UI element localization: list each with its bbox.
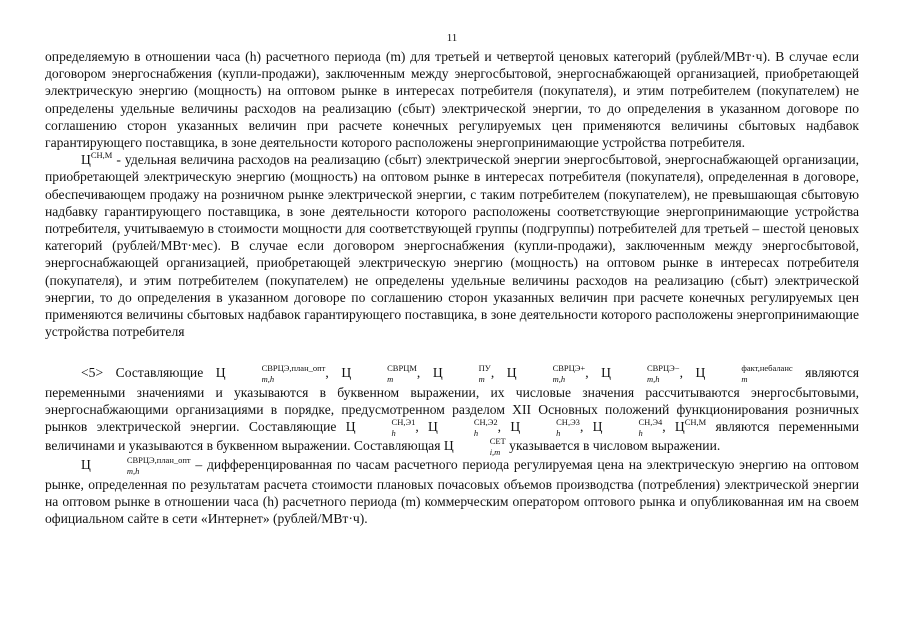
paragraph-definition-csn-m <box>45 151 859 340</box>
paragraph-continuation: определяемую в отношении часа (h) расчетного периода (m) для третьей и четвертой ценовых категорий (рублей/МВт·ч). В случае если договором энергоснабжения (купли-продажи), заключенным между энергосбытовой, энергоснабжающей организацией, приобретающей электрическую энергию (мощность) на оптовом рынке в интересах потребителя (покупателя), и этим потребителем (покупателем) не определены удельные величины расходов на реализацию (сбыт) электрической энергии, то до определения в указанном договоре по соглашению сторон указанных величин при расчете конечных регулируемых цен применяются величины сбытовых надбавок гарантирующего поставщика, в зоне деятельности которого расположены энергопринимающие устройства потребителя. <box>45 49 859 151</box>
formula-term-4: Ц $^{СВРЦЭ+}$ m,h <box>506 363 586 385</box>
formula-term-6: Ц $^{факт,небаланс}$ m <box>695 363 793 385</box>
formula-symbol: $Ц^{СН,М}$ <box>81 150 113 168</box>
formula-term-3: Ц $^{ПУ}$ m <box>432 363 491 385</box>
definition-text: - удельная величина расходов на реализацию (сбыт) электрической энергии энергосбытовой, энергоснабжающей организации, приобретающей электрическую энергию (мощность) на оптовом рынке в интересах потребителя (покупателя), определенная в договоре, обеспечивающем продажу на розничном рынке электрической энергии, с таким потребителем (покупателем), не превышающая сбытовую надбавку гарантирующего поставщика, в зоне деятельности которого расположены соответствующие энергопринимающие устройства потребителя, учитываемую в стоимости мощности для соответствующей группы (подгруппы) потребителей для третьей – шестой ценовых категорий (рублей/МВт·мес). В случае если договором энергоснабжения (купли-продажи), заключенным между энергосбытовой, энергоснабжающей организацией, приобретающей электрическую энергию (мощность) на оптовом рынке в интересах потребителя (покупателя), и этим потребителем (покупателем) не определены удельные величины расходов на реализацию (сбыт) электрической энергии, то до определения в указанном договоре по соглашению сторон указанных величин при расчете конечных регулируемых цен применяются величины сбытовых надбавок гарантирующего поставщика, в зоне деятельности которого расположены энергопринимающие устройства потребителя <box>45 152 859 340</box>
formula-term-5: Ц $^{СВРЦЭ-}$ m,h <box>601 363 680 385</box>
formula-term-7: Ц $^{СН,Э1}$ h <box>345 417 416 439</box>
formula-term-2: Ц $^{СВРЦМ}$ m <box>341 363 417 385</box>
footnote-lead: <5> Составляющие <box>81 365 216 381</box>
formula-term-1: Ц $^{СВРЦЭ,план\_опт}$ m,h <box>215 363 326 385</box>
definition-text: – дифференцированная по часам расчетного периода регулируемая цена на электрическую энергию на оптовом рынке, определенная по результатам расчета стоимости плановых почасовых объемов производства (потребления) электрической энергии на оптовом рынке в отношении часа (h) расчетного периода (m) коммерческим оператором оптового рынка и опубликованная им на своем официальном сайте в сети «Интернет» (рублей/МВт·ч). <box>45 457 859 527</box>
formula-term-8: Ц $^{СН,Э2}$ h <box>428 417 498 439</box>
formula-term-12: Ц $^{СЕТ}$ i,m <box>443 436 506 458</box>
page-number: 11 <box>446 32 458 44</box>
paragraph-definition-svrce <box>45 456 859 527</box>
formula-term-11: $Ц^{СН,М}$ <box>674 417 707 435</box>
formula-term-9: Ц $^{СН,Э3}$ h <box>510 417 580 439</box>
footnote-5-paragraph: <5> Составляющие Ц $^{СВРЦЭ,план\_опт}$ m,h , Ц $^{СВРЦМ}$ m , Ц $^{ПУ}$ m , Ц $^{СВРЦЭ+}$ m,h , Ц $^{СВРЦЭ-}$ m,h , Ц $^{факт,небаланс}$ m являются переменными значениями и указываются в буквенном выражении, их числовые значения рассчитываются энергосбытовыми, энергоснабжающими организациями в порядке, предусмотренном разделом XII Основных положений функционирования розничных рынков электрической энергии. Составляющие Ц $^{СН,Э1}$ h , Ц $^{СН,Э2}$ h , Ц $^{СН,Э3}$ h , Ц $^{СН,Э4}$ h , $Ц^{СН,М}$ являются переменными величинами и указываются в буквенном выражении. Составляющая Ц $^{СЕТ}$ i,m указывается в числовом выражении. <box>45 363 860 458</box>
footnote-text-2: являются переменными величинами и указываются в буквенном выражении. Составляющая <box>45 419 860 454</box>
formula-term-10: Ц $^{СН,Э4}$ h <box>592 417 663 439</box>
footnote-text-3: указывается в числовом выражении. <box>505 438 721 454</box>
footnote-text-1: являются переменными значениями и указываются в буквенном выражении, их числовые значения рассчитываются энергосбытовыми, энергоснабжающими организациями в порядке, предусмотренном разделом XII Основных положений функционирования розничных рынков электрической энергии. Составляющие <box>45 365 860 435</box>
formula-symbol: Ц $^{СВРЦЭ,план\_опт}$ m,h <box>81 455 191 477</box>
